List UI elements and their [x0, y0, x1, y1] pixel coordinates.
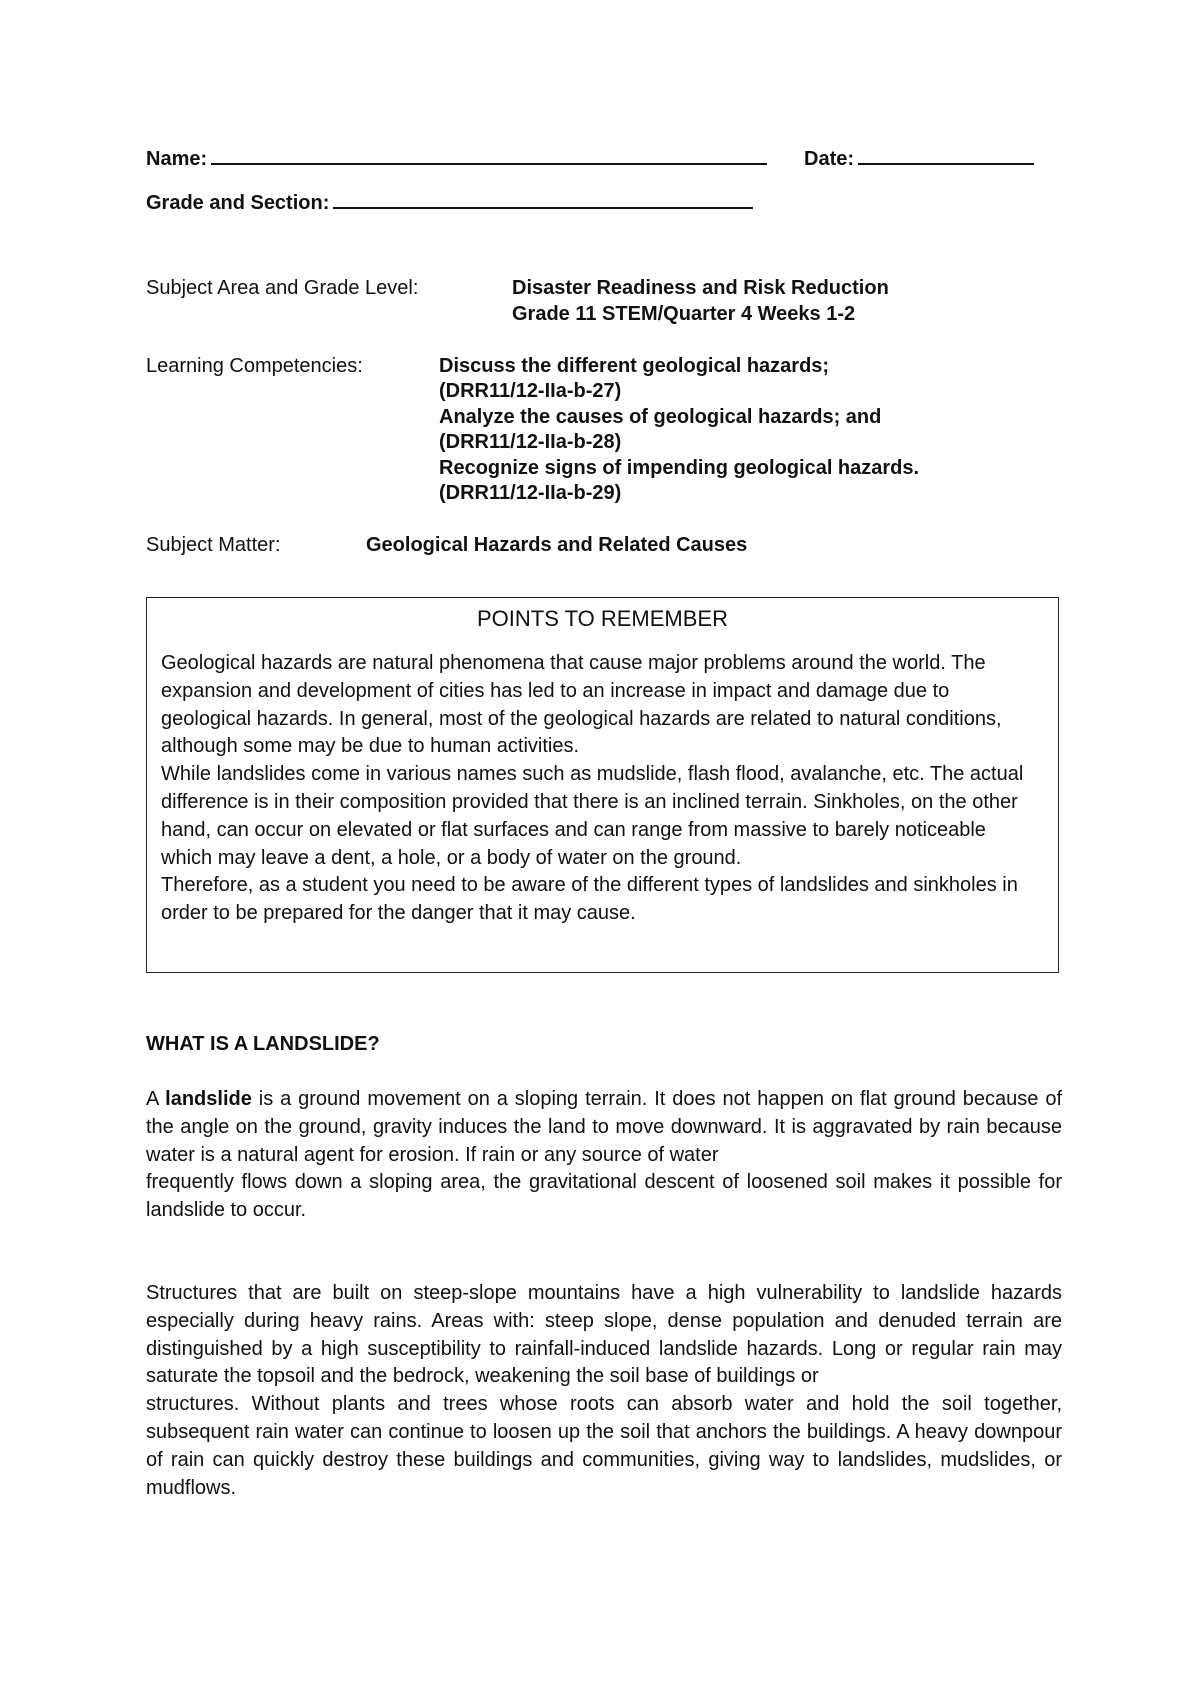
landslide-p1-prefix: A	[146, 1088, 166, 1110]
landslide-p1-cont: frequently flows down a sloping area, the gravitational descent of loosened soil makes it possible for landslide to occur.	[146, 1171, 1062, 1222]
competency-2-code: (DRR11/12-IIa-b-28)	[439, 431, 622, 453]
grade-section-label: Grade and Section:	[146, 192, 330, 214]
landslide-paragraph-2	[146, 1280, 1062, 1502]
landslide-p1-rest: is a ground movement on a sloping terrain. It does not happen on flat ground because of the angle on the ground, gravity induces the land to move downward. It is aggravated by rain because water is a natural agent for erosion. If rain or any source of water	[146, 1088, 1063, 1166]
landslide-p2-a: Structures that are built on steep-slope mountains have a high vulnerability to landslide hazards especially during heavy rains. Areas with: steep slope, dense population and denuded terrain are distinguished by a high susceptibility to rainfall-induced landslide hazards. Long or regular rain may saturate the topsoil and the bedrock, weakening the soil base of buildings or	[146, 1282, 1062, 1388]
points-to-remember-body	[161, 650, 1041, 928]
competency-2: Analyze the causes of geological hazards; and	[439, 406, 882, 428]
competencies-label: Learning Competencies:	[146, 355, 363, 377]
competency-3-code: (DRR11/12-IIa-b-29)	[439, 482, 622, 504]
competency-1-code: (DRR11/12-IIa-b-27)	[439, 380, 622, 402]
subject-area-line1: Disaster Readiness and Risk Reduction	[512, 277, 889, 299]
subject-matter-label: Subject Matter:	[146, 534, 281, 556]
grade-section-field	[146, 192, 753, 215]
name-label: Name:	[146, 148, 208, 170]
points-paragraph-3: Therefore, as a student you need to be aware of the different types of landslides and sinkholes in order to be prepared for the danger that it may cause.	[161, 874, 1018, 925]
points-paragraph-2: While landslides come in various names such as mudslide, flash flood, avalanche, etc. The actual difference is in their composition provided that there is an inclined terrain. Sinkholes, on the other hand, can occur on elevated or flat surfaces and can range from massive to barely noticeable which may leave a dent, a hole, or a body of water on the ground.	[161, 763, 1024, 869]
date-label: Date:	[804, 148, 855, 170]
subject-matter-value: Geological Hazards and Related Causes	[366, 534, 748, 556]
name-blank-line[interactable]	[211, 159, 767, 165]
points-to-remember-title: POINTS TO REMEMBER	[476, 606, 728, 631]
subject-area-line2: Grade 11 STEM/Quarter 4 Weeks 1-2	[512, 303, 856, 325]
competency-3: Recognize signs of impending geological hazards.	[439, 457, 920, 479]
grade-section-blank-line[interactable]	[333, 203, 753, 209]
points-paragraph-1: Geological hazards are natural phenomena that cause major problems around the world. The expansion and development of cities has led to an increase in impact and damage due to geological hazards. In general, most of the geological hazards are related to natural conditions, although some may be due to human activities.	[161, 652, 1002, 758]
date-blank-line[interactable]	[858, 159, 1034, 165]
subject-area-label: Subject Area and Grade Level:	[146, 277, 419, 299]
points-to-remember-box	[146, 597, 1059, 973]
landslide-paragraph-1	[146, 1086, 1062, 1225]
competency-1: Discuss the different geological hazards;	[439, 355, 830, 377]
date-field	[804, 148, 1034, 171]
landslide-term: landslide	[165, 1088, 252, 1110]
landslide-p2-b: structures. Without plants and trees whose roots can absorb water and hold the soil together, subsequent rain water can continue to loosen up the soil that anchors the buildings. A heavy downpour of rain can quickly destroy these buildings and communities, giving way to landslides, mudslides, or mudflows.	[146, 1393, 1062, 1499]
name-field	[146, 148, 767, 171]
landslide-heading: WHAT IS A LANDSLIDE?	[146, 1033, 380, 1055]
